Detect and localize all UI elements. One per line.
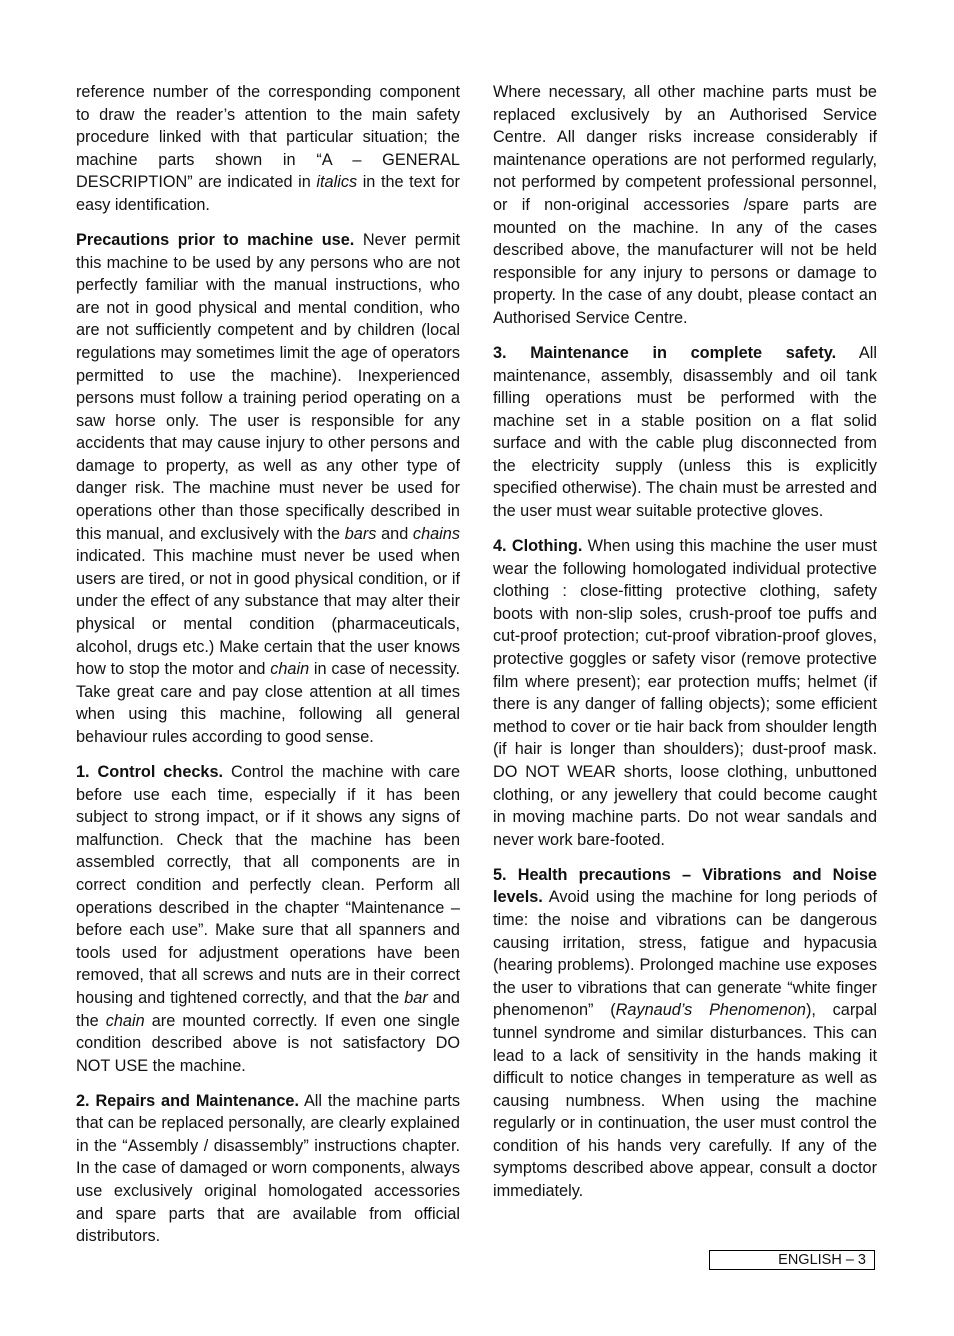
control-checks-paragraph: 1. Control checks. Control the machine with care before use each time, especially if it has been subject to strong impact, or if it shows any signs of malfunction. Check that the machine has been assembled correctly, that all components are in correct condition and perfectly clean. Perform all operations described in the chapter “Maintenance – before each use”. Make sure that all spanners and tools used for adjustment operations have been removed, that all screws and nuts are in their correct housing and tightened correctly, and that the bar and the chain are mounted correctly. If even one single condition described above is not satisfactory DO NOT USE the machine. (76, 763, 460, 1075)
intro-paragraph: reference number of the corresponding component to draw the reader’s attention to the main safety procedure linked with that particular situation; the machine parts shown in “A – GENERAL DESCRIPTION” are indicated in italics in the text for easy identification. (76, 83, 460, 214)
clothing-paragraph: 4. Clothing. When using this machine the user must wear the following homologated individual protective clothing : close-fitting protective clothing, safety boots with non-slip soles, crush-proof toe puffs and cut-proof protection; cut-proof vibration-proof gloves, protective goggles or safety visor (remove protective film where present); ear protection muffs; helmet (if there is any danger of falling objects); some efficient method to cover or tie hair back from shoulder length (if hair is longer than shoulders); dust-proof mask. DO NOT WEAR shorts, loose clothing, unbuttoned clothing, or any jewellery that could become caught in moving machine parts. Do not wear sandals and never work bare-footed. (493, 537, 877, 849)
service-centre-paragraph: Where necessary, all other machine parts must be replaced exclusively by an Authorised Service Centre. All danger risks increase considerably if maintenance operations are not performed regularly, not performed by competent professional personnel, or if non-original accessories /spare parts are mounted on the machine. In any of the cases described above, the manufacturer will not be held responsible for any injury to persons or damage to property. In the case of any doubt, please contact an Authorised Service Centre. (493, 83, 877, 327)
precautions-paragraph: Precautions prior to machine use. Never permit this machine to be used by any persons who are not perfectly familiar with the manual instructions, who are not in good physical and mental condition, who are not sufficiently competent and by children (local regulations may sometimes limit the age of operators permitted to use the machine). Inexperienced persons must follow a training period operating on a saw horse only. The user is responsible for any accidents that may cause injury to other persons and damage to property, as well as any other type of danger risk. The machine must never be used for operations other than those specifically described in this manual, and exclusively with the bars and chains indicated. This machine must never be used when users are tired, or not in good physical condition, or if under the effect of any substance that may alter their physical or mental condition (pharmaceuticals, alcohol, drugs etc.) Make certain that the user knows how to stop the motor and chain in case of necessity. Take great care and pay close attention at all times when using this machine, following all general behaviour rules according to good sense. (76, 230, 461, 747)
right-column (493, 81, 877, 1215)
repairs-paragraph: 2. Repairs and Maintenance. All the machine parts that can be replaced personally, are clearly explained in the “Assembly / disassembly” instructions chapter. In the case of damaged or worn components, always use exclusively original homologated accessories and spare parts that are available from official distributors. (76, 1091, 460, 1246)
section-heading: Precautions prior to machine use. (76, 230, 355, 249)
section-heading: 5. Health precautions – Vibrations and Noise levels. (493, 865, 877, 907)
section-heading: 3. Maintenance in complete safety. (493, 343, 837, 362)
left-column (76, 81, 460, 1260)
health-precautions-paragraph: 5. Health precautions – Vibrations and Noise levels. Avoid using the machine for long periods of time: the noise and vibrations can be dangerous causing irritation, stress, fatigue and hypacusia (hearing problems). Prolonged machine use exposes the user to vibrations that can generate “white finger phenomenon” (Raynaud’s Phenomenon), carpal tunnel syndrome and similar disturbances. This can lead to a lack of sensitivity in the hands making it difficult to notice changes in temperature as well as causing numbness. When using the machine regularly or in continuation, the user must control the condition of his hands very carefully. If any of the symptoms described above appear, consult a doctor immediately. (493, 865, 877, 1201)
page-number-footer: ENGLISH – 3 (709, 1250, 875, 1270)
section-heading: 4. Clothing. (493, 537, 583, 556)
maintenance-safety-paragraph: 3. Maintenance in complete safety. All maintenance, assembly, disassembly and oil tank filling operations must be performed with the machine set in a stable position on a flat solid surface and with the cable plug disconnected from the electricity supply (unless this is explicitly specified otherwise). The chain must be arrested and the user must wear suitable protective gloves. (493, 343, 877, 521)
section-heading: 1. Control checks. (76, 763, 224, 781)
section-heading: 2. Repairs and Maintenance. (76, 1091, 299, 1110)
